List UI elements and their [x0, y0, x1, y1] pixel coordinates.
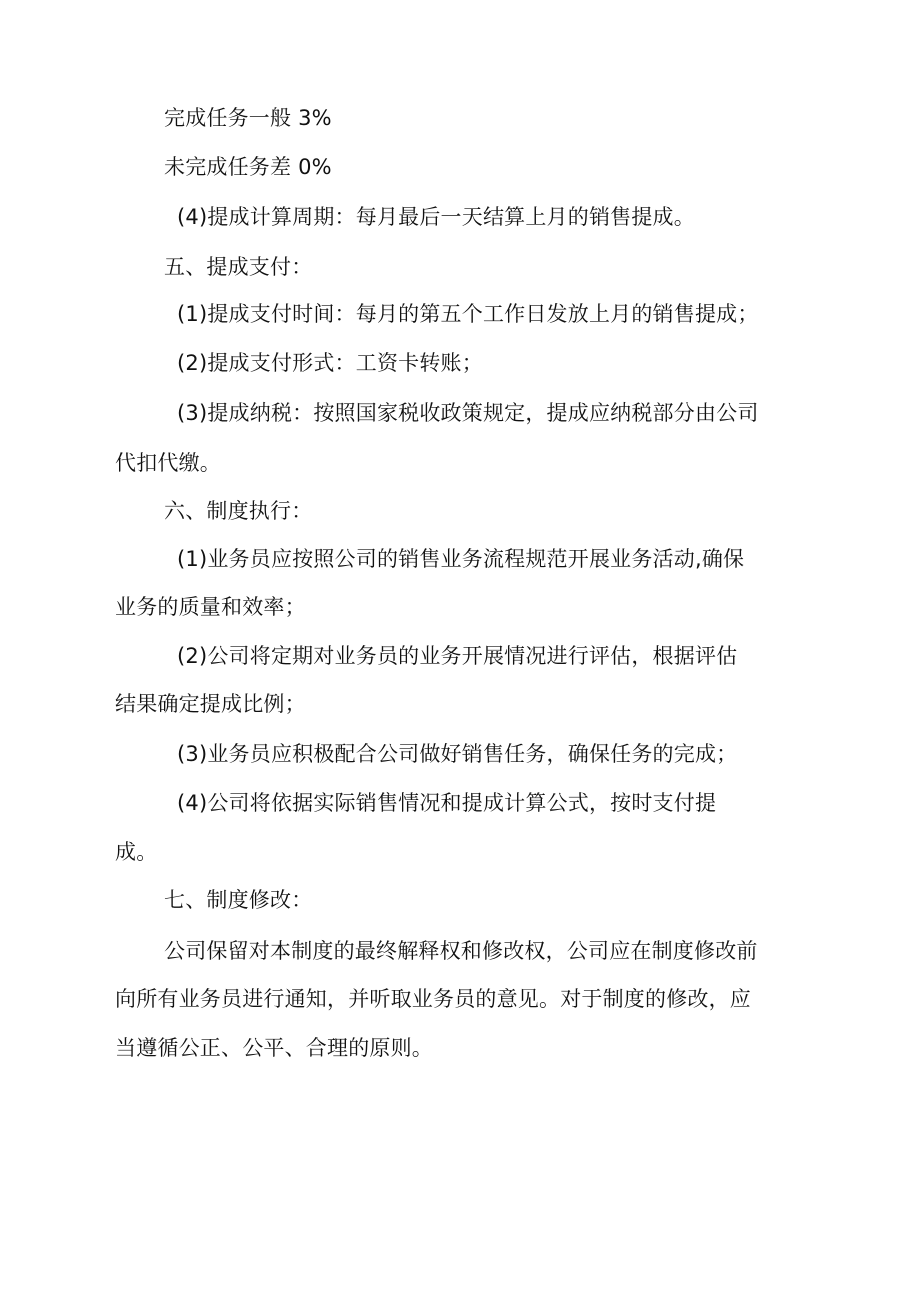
list-item: (2)提成支付形式：工资卡转账；	[177, 351, 483, 375]
text-line: 未完成任务差 0%	[164, 155, 332, 179]
text-line: 代扣代缴。	[115, 451, 221, 475]
section-heading: 六、制度执行：	[164, 499, 313, 523]
text-line: 完成任务一般 3%	[164, 106, 332, 130]
list-item: (3)提成纳税：按照国家税收政策规定，提成应纳税部分由公司	[177, 401, 759, 425]
list-item: (4)提成计算周期：每月最后一天结算上月的销售提成。	[177, 205, 695, 229]
section-heading: 五、提成支付：	[164, 255, 313, 279]
text-line: 业务的质量和效率；	[115, 595, 306, 619]
text-line: 结果确定提成比例；	[115, 692, 306, 716]
list-item: (3)业务员应积极配合公司做好销售任务，确保任务的完成；	[177, 742, 738, 766]
text-line: 公司保留对本制度的最终解释权和修改权，公司应在制度修改前	[164, 939, 758, 963]
text-line: 当遵循公正、公平、合理的原则。	[115, 1036, 433, 1060]
list-item: (1)提成支付时间：每月的第五个工作日发放上月的销售提成；	[177, 302, 759, 326]
list-item: (2)公司将定期对业务员的业务开展情况进行评估，根据评估	[177, 644, 738, 668]
text-line: 成。	[115, 840, 158, 864]
list-item: (4)公司将依据实际销售情况和提成计算公式，按时支付提	[177, 791, 717, 815]
list-item: (1)业务员应按照公司的销售业务流程规范开展业务活动,确保	[177, 547, 745, 571]
text-line: 向所有业务员进行通知，并听取业务员的意见。对于制度的修改，应	[115, 987, 751, 1011]
section-heading: 七、制度修改：	[164, 888, 313, 912]
